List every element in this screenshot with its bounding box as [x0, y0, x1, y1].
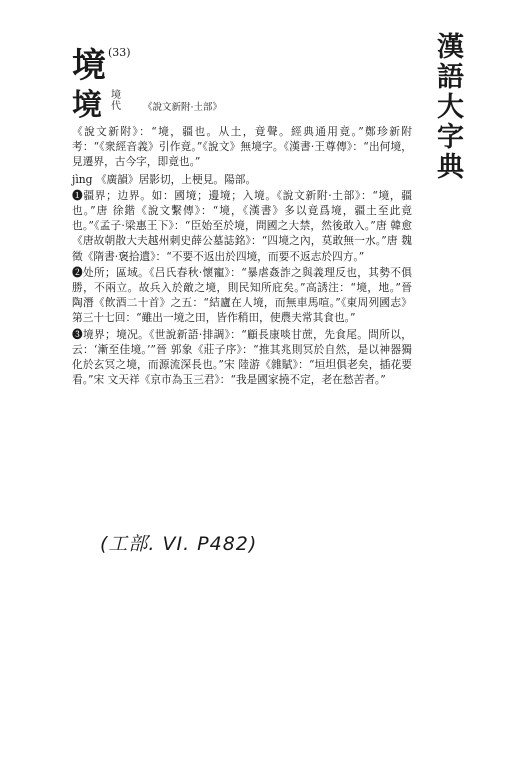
- entry-headword: 境: [72, 46, 106, 86]
- sense-2: ❷处所；區域。《吕氏春秋·懷寵》：“暴虐姦詐之與義理反也，其勢不俱勝，不兩立。故兵入於敵之境，則民知所庇矣。”高誘注：“境，地。”晉 陶潛《飲酒二十首》之五：“結廬在人境，而無車馬喧。”《東周列國志》第三十七回：“雖出一境之田，皆作稍田，使農夫常其食也。”: [72, 265, 412, 325]
- sense-1: ❶疆界；边界。如：國境；邊境；入境。《說文新附·土部》：“境，疆也。”唐 徐鍇《說文繫傳》：“境，《漢書》多以竟爲境，疆土至此竟也。”《孟子·梁惠王下》：“臣始至於境，問國之大禁，然後敢入。”唐 韓愈《唐故朝散大夫越州刺史薛公墓誌銘》：“四境之內，莫敢無一水。”唐 魏徵《隋書·褒拾遺》：“不要不返出於四境，而要不返志於四方。”: [72, 188, 412, 263]
- handwritten-note: (工部. VI. P482): [100, 533, 258, 555]
- entry-variant-note: 境 代: [111, 90, 121, 112]
- sense-3: ❸境界；境况。《世說新語·排調》：“顧長康啖甘蔗，先食尾。問所以，云：‘漸至佳境。’”晉 郭象《莊子序》：“推其兆則冥於自然，是以神器獨化於玄冥之境，而源流深長也。”宋 陸游《雜賦》：“垣坦俱老矣，插花要看。”宋 文天祥《京市為玉三君》：“我是國家撓不定，老在愁苦者。”: [72, 327, 412, 387]
- entry-variant-form: 境: [72, 88, 102, 123]
- entry-variant-source: 《說文新附·土部》: [143, 102, 223, 113]
- entry-number: (33): [108, 46, 131, 59]
- dictionary-title: 漢語大字典: [432, 32, 463, 182]
- entry-pronunciation: jìng 《廣韻》居影切，上梗見。陽部。: [72, 172, 257, 186]
- entry-intro: 《說文新附》：“境，疆也。从土，竟聲。經典通用竟。”鄭珍新附考：“《衆經音義》引作竟。”《說文》無境字。《漢書·王尊傳》：“出何境，見遷界，古今字，即竟也。”: [72, 125, 412, 169]
- entry-body: [72, 124, 412, 388]
